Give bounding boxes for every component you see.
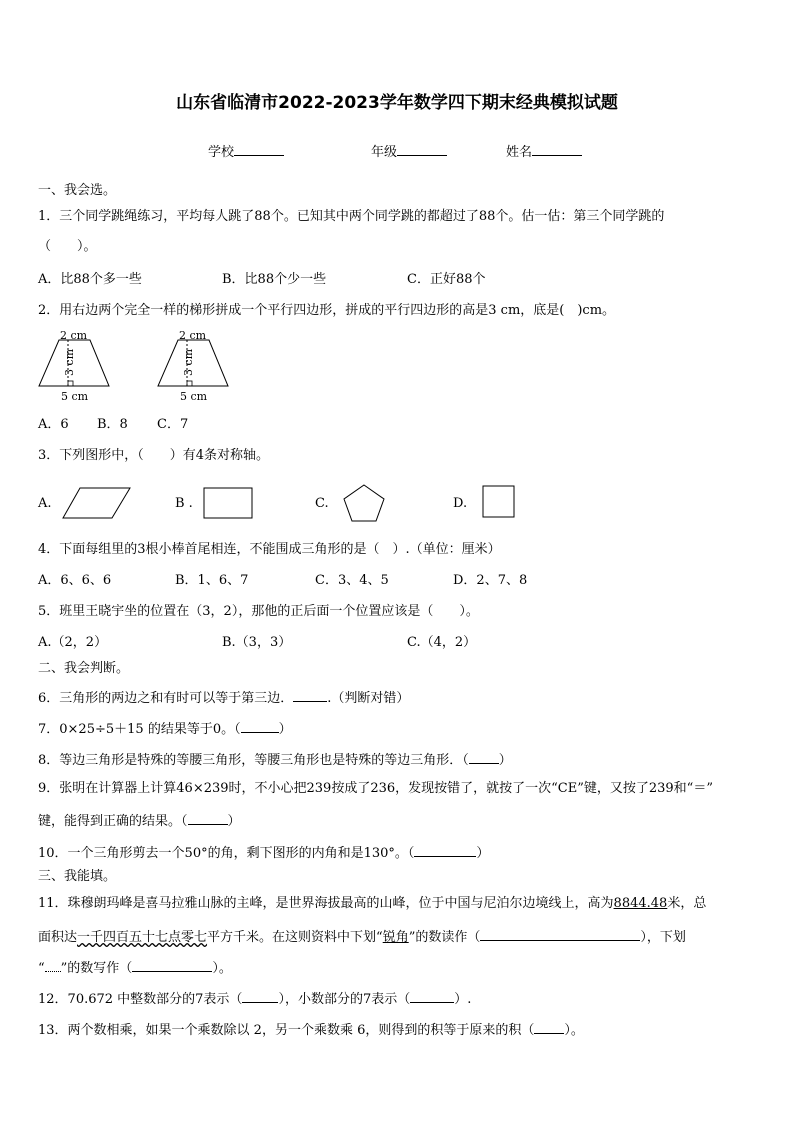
q10-line <box>38 843 489 862</box>
q3-option-c[interactable]: C. <box>315 496 329 511</box>
name-label: 姓名 <box>506 145 533 160</box>
q11-l3-post: ”的数写作（ <box>60 961 133 976</box>
q13-blank[interactable] <box>534 1020 564 1034</box>
grade-label: 年级 <box>371 145 398 160</box>
q5-option-b[interactable]: B.（3，3） <box>222 635 292 650</box>
section-2-heading: 二、我会判断。 <box>38 661 130 676</box>
q6-line <box>38 688 409 707</box>
q11-l3-pre: “ <box>38 961 45 976</box>
q1-option-c[interactable]: C．正好88个 <box>407 272 486 287</box>
q4-option-b[interactable]: B．1、6、7 <box>175 573 249 588</box>
q1-text: 1．三个同学跳绳练习，平均每人跳了88个。已知其中两个同学跳的都超过了88个。估一估：第三个同学跳的 <box>38 209 665 224</box>
trap2-height-label: 3 cm <box>182 348 195 376</box>
q4-option-a[interactable]: A．6、6、6 <box>38 573 112 588</box>
grade-field <box>371 142 447 161</box>
trap2-bottom-label: 5 cm <box>180 390 208 403</box>
q11-height-number: 8844.48 <box>613 896 668 911</box>
q13-line <box>38 1020 584 1039</box>
q6-blank[interactable] <box>293 688 327 702</box>
q1-option-a[interactable]: A．比88个多一些 <box>38 272 142 287</box>
q1-text2: （ ）。 <box>38 239 97 254</box>
q11-l1-pre: 11．珠穆朗玛峰是喜马拉雅山脉的主峰，是世界海拔最高的山峰，位于中国与尼泊尔边境线上，高为 <box>38 896 614 911</box>
q4-option-d[interactable]: D．2、7、8 <box>453 573 528 588</box>
q11-l2-post: ），下划 <box>640 930 686 945</box>
q11-l2-mid: 平方千米。在这则资料中下划“ <box>207 930 383 945</box>
q12-line <box>38 989 471 1008</box>
q9-line1: 9．张明在计算器上计算46×239时，不小心把239按成了236，发现按错了，就按了一次“CE”键，又按了239和“＝” <box>38 781 713 796</box>
q1-option-b[interactable]: B．比88个少一些 <box>222 272 327 287</box>
trapezoid-figure-2 <box>157 330 233 402</box>
school-label: 学校 <box>208 145 235 160</box>
q12-mid: ），小数部分的7表示（ <box>278 992 411 1007</box>
page-title: 山东省临清市2022-2023学年数学四下期末经典模拟试题 <box>176 93 618 113</box>
q7-post: ） <box>278 722 292 737</box>
school-field <box>208 142 284 161</box>
name-blank[interactable] <box>532 142 582 156</box>
parallelogram-shape <box>62 486 132 520</box>
q11-write-blank[interactable] <box>132 958 212 972</box>
q8-blank[interactable] <box>469 750 499 764</box>
square-shape <box>482 485 516 519</box>
q4-option-c[interactable]: C．3、4、5 <box>315 573 389 588</box>
q7-pre: 7．0×25÷5＋15 的结果等于0。（ <box>38 722 241 737</box>
q11-l2-mid2: ”的数读作（ <box>408 930 481 945</box>
q10-post: ） <box>476 846 490 861</box>
trap1-top-label: 2 cm <box>60 329 88 342</box>
q11-underlined-word: 锐角 <box>382 930 409 945</box>
trapezoid-figure-1 <box>38 330 114 402</box>
pentagon-shape <box>343 484 385 522</box>
q9-pre: 键，能得到正确的结果。（ <box>38 814 188 829</box>
q3-text: 3．下列图形中，（ ）有4条对称轴。 <box>38 448 270 463</box>
q12-post: ）. <box>454 992 472 1007</box>
q9-post: ） <box>227 814 241 829</box>
q8-pre: 8．等边三角形是特殊的等腰三角形，等腰三角形也是特殊的等边三角形．（ <box>38 753 469 768</box>
q13-post: ）。 <box>564 1023 584 1038</box>
q6-post: .（判断对错） <box>327 691 410 706</box>
section-3-heading: 三、我能填。 <box>38 869 117 884</box>
q12-blank-1[interactable] <box>242 989 278 1003</box>
trap1-bottom-label: 5 cm <box>61 390 89 403</box>
q11-l1-post: 米，总 <box>667 896 707 911</box>
q9-blank[interactable] <box>188 811 228 825</box>
rectangle-shape <box>203 487 253 519</box>
q5-option-a[interactable]: A.（2，2） <box>38 635 108 650</box>
q11-line1 <box>38 896 706 912</box>
q11-l2-pre: 面积达 <box>38 930 78 945</box>
q7-line <box>38 719 292 738</box>
q2-option-a[interactable]: A．6 <box>38 417 69 432</box>
q12-blank-2[interactable] <box>410 989 454 1003</box>
trap2-top-label: 2 cm <box>179 329 207 342</box>
q5-option-c[interactable]: C.（4，2） <box>407 635 477 650</box>
q3-option-a[interactable]: A. <box>38 496 52 511</box>
q11-line3 <box>38 958 232 977</box>
q10-blank[interactable] <box>414 843 476 857</box>
q7-blank[interactable] <box>241 719 279 733</box>
q11-read-blank[interactable] <box>480 927 640 941</box>
trap1-height-label: 3 cm <box>63 348 76 376</box>
name-field <box>506 142 582 161</box>
q2-text: 2．用右边两个完全一样的梯形拼成一个平行四边形，拼成的平行四边形的高是3 cm，底是( )cm。 <box>38 303 616 318</box>
q11-wavy-marker <box>45 958 61 972</box>
school-blank[interactable] <box>234 142 284 156</box>
q4-text: 4．下面每组里的3根小棒首尾相连，不能围成三角形的是（ ）.（单位：厘米） <box>38 542 501 557</box>
q12-pre: 12．70.672 中整数部分的7表示（ <box>38 992 243 1007</box>
q8-post: ） <box>498 753 512 768</box>
q11-area-text: 一千四百五十七点零七 <box>77 930 208 945</box>
q5-text: 5．班里王晓宇坐的位置在（3，2），那他的正后面一个位置应该是（ ）。 <box>38 604 479 619</box>
q3-option-b[interactable]: B . <box>175 496 193 511</box>
section-1-heading: 一、我会选。 <box>38 183 117 198</box>
q3-option-d[interactable]: D. <box>453 496 468 511</box>
q2-option-c[interactable]: C．7 <box>157 417 189 432</box>
grade-blank[interactable] <box>397 142 447 156</box>
q2-option-b[interactable]: B．8 <box>97 417 128 432</box>
q13-pre: 13．两个数相乘，如果一个乘数除以 2，另一个乘数乘 6，则得到的积等于原来的积（ <box>38 1023 535 1038</box>
q11-l3-end: ）。 <box>212 961 232 976</box>
q6-pre: 6．三角形的两边之和有时可以等于第三边． <box>38 691 294 706</box>
q9-line2 <box>38 811 241 830</box>
q8-line <box>38 750 512 769</box>
q11-line2 <box>38 927 686 946</box>
q10-pre: 10．一个三角形剪去一个50°的角，剩下图形的内角和是130°。（ <box>38 846 415 861</box>
